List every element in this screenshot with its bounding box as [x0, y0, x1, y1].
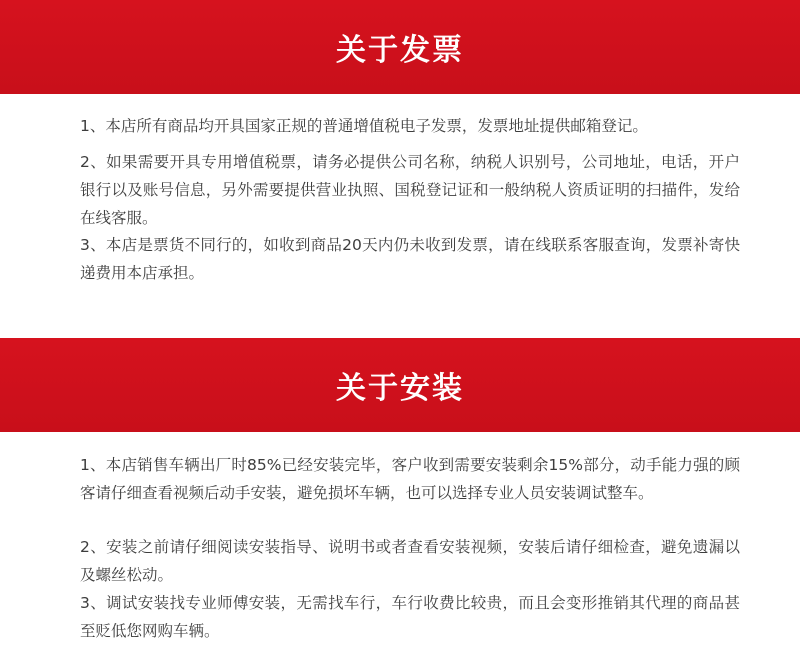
install-title: 关于安装	[336, 371, 464, 406]
invoice-item-1: 1、本店所有商品均开具国家正规的普通增值税电子发票，发票地址提供邮箱登记。	[80, 117, 648, 135]
invoice-title: 关于发票	[336, 33, 464, 68]
invoice-item-3: 3、本店是票货不同行的，如收到商品20天内仍未收到发票，请在线联系客服查询，发票补寄快递费用本店承担。	[80, 236, 740, 282]
install-item-2: 2、安装之前请仔细阅读安装指导、说明书或者查看安装视频，安装后请仔细检查，避免遗漏以及螺丝松动。	[80, 538, 740, 584]
invoice-item-2: 2、如果需要开具专用增值税票，请务必提供公司名称，纳税人识别号，公司地址，电话，开户银行以及账号信息，另外需要提供营业执照、国税登记证和一般纳税人资质证明的扫描件，发给在线客服。	[80, 153, 740, 227]
install-item-3: 3、调试安装找专业师傅安装，无需找车行，车行收费比较贵，而且会变形推销其代理的商品甚至贬低您网购车辆。	[80, 594, 740, 640]
install-banner	[0, 338, 800, 432]
invoice-banner	[0, 0, 800, 94]
install-item-1: 1、本店销售车辆出厂时85%已经安装完毕，客户收到需要安装剩余15%部分，动手能力强的顾客请仔细查看视频后动手安装，避免损坏车辆，也可以选择专业人员安装调试整车。	[80, 456, 740, 502]
